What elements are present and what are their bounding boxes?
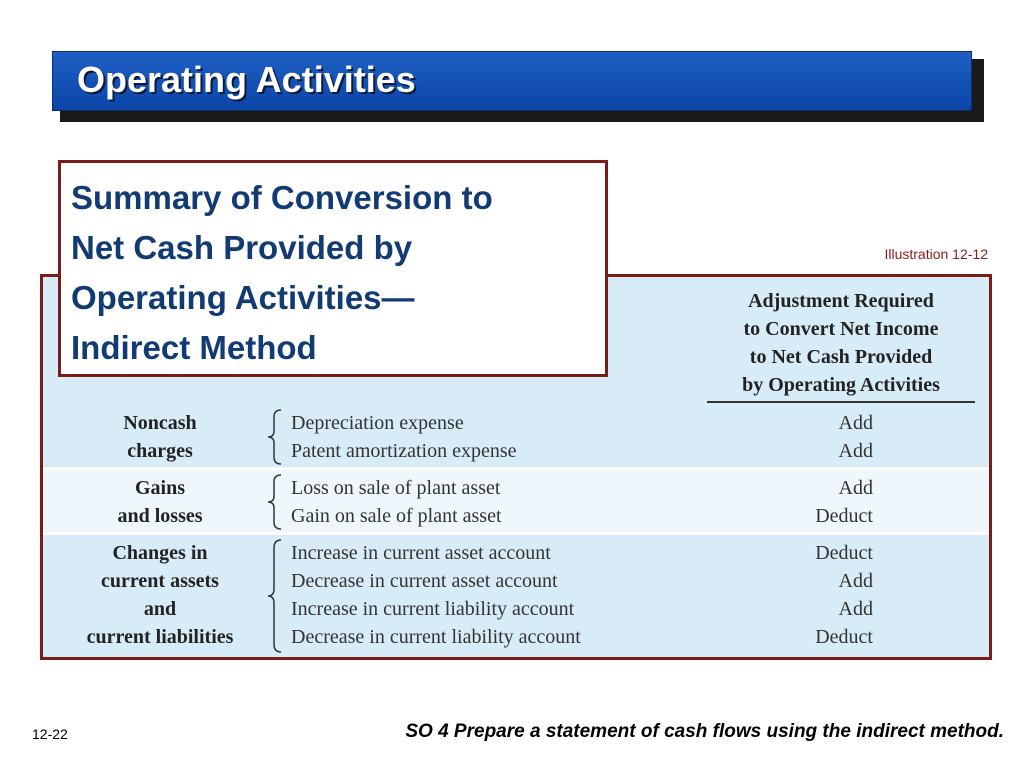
summary-line: Indirect Method (71, 329, 317, 366)
item-list (291, 539, 581, 651)
adjustment-value: Deduct (815, 626, 873, 648)
category-label (47, 409, 273, 465)
category-line: and losses (117, 505, 203, 527)
slide-number: 12-22 (32, 726, 68, 742)
summary-line: Operating Activities— (71, 279, 415, 316)
category-label (47, 474, 273, 530)
adjustment-list (763, 539, 873, 651)
adjustment-value: Add (838, 598, 873, 620)
study-objective: SO 4 Prepare a statement of cash flows using the indirect method. (405, 721, 1004, 742)
category-line: current liabilities (86, 626, 234, 648)
table-row-item: Decrease in current liability account (291, 626, 581, 648)
summary-line: Net Cash Provided by (71, 229, 413, 266)
adjustment-value: Deduct (815, 542, 873, 564)
adjustment-value: Add (838, 477, 873, 499)
adjustment-value: Deduct (815, 505, 873, 527)
left-brace-icon (267, 539, 283, 653)
adjustment-value: Add (838, 570, 873, 592)
adjustment-header-line: Adjustment Required (748, 290, 934, 312)
adjustment-header-line: to Net Cash Provided (749, 346, 933, 368)
adjustment-list (763, 409, 873, 465)
category-label (47, 539, 273, 651)
category-line: Gains (134, 477, 186, 499)
summary-callout (58, 160, 608, 377)
adjustment-column-header (707, 287, 975, 403)
table-row-item: Patent amortization expense (291, 440, 517, 462)
left-brace-icon (267, 409, 283, 465)
adjustment-header-line: by Operating Activities (742, 374, 940, 396)
category-line: Changes in (112, 542, 208, 564)
table-row-item: Increase in current liability account (291, 598, 575, 620)
adjustment-list (763, 474, 873, 530)
left-brace-icon (267, 474, 283, 530)
table-row-item: Decrease in current asset account (291, 570, 558, 592)
adjustment-value: Add (838, 412, 873, 434)
item-list (291, 474, 502, 530)
summary-line: Summary of Conversion to (71, 179, 493, 216)
table-row-item: Loss on sale of plant asset (291, 477, 501, 499)
table-row-item: Increase in current asset account (291, 542, 551, 564)
adjustment-header-line: to Convert Net Income (743, 318, 939, 340)
category-line: current assets (101, 570, 219, 592)
table-group-current-assets-liabilities (43, 535, 989, 657)
item-list (291, 409, 516, 465)
title-bar (52, 51, 972, 111)
table-group-noncash-charges (43, 405, 989, 467)
category-line: charges (127, 440, 193, 462)
illustration-label: Illustration 12-12 (884, 246, 988, 262)
table-row-item: Gain on sale of plant asset (291, 505, 502, 527)
table-row-item: Depreciation expense (291, 412, 464, 434)
slide-title: Operating Activities (77, 59, 416, 100)
category-line: Noncash (123, 412, 197, 434)
category-line: and (143, 598, 177, 620)
summary-heading (71, 173, 591, 373)
table-group-gains-losses (43, 470, 989, 532)
adjustment-value: Add (838, 440, 873, 462)
